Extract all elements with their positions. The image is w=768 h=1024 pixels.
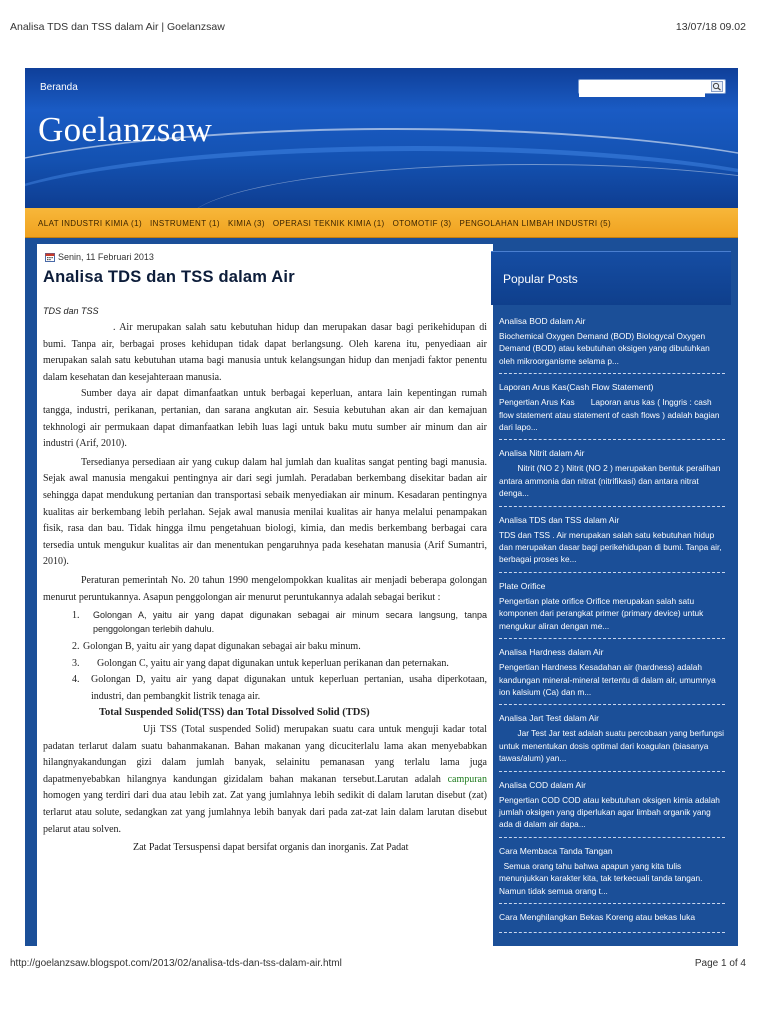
post-date-row <box>45 252 154 262</box>
print-date: 13/07/18 09.02 <box>675 21 746 33</box>
post-text: Uji TSS (Total suspended Solid) merupakan suatu cara untuk menguji kadar total padatan terlarut dalam suatu bahanmakanan. Bahan makanan yang dicuciterlalu lama akan menyebabkan hilangnyakandungan gizi dalam jumlah banyak, selainitu pemanasan yang terlalu lama juga dapatmenyebabkan hilangnya kandungan gizidalam bahan makanan tersebut.Larutan adalah <box>43 724 487 785</box>
popular-post-item <box>499 845 725 904</box>
list-item <box>43 656 487 673</box>
section-heading: Total Suspended Solid(TSS) dan Total Dissolved Solid (TDS) <box>99 707 370 719</box>
popular-post-item <box>499 381 725 440</box>
category-link[interactable]: ALAT INDUSTRI KIMIA (1) <box>38 218 143 228</box>
popular-post-title-link[interactable]: Analisa TDS dan TSS dalam Air <box>499 514 620 525</box>
post-text: homogen yang terdiri dari dua atau lebih zat. Zat yang jumlahnya lebih sedikit di dalam larutan disebut (zat) terlarut atau solute, sedangkan zat yang jumlahnya lebih banyak dari pada zat-zat lain dalam larutan disebut pelarut atau solven. <box>43 790 487 835</box>
popular-post-title-link[interactable]: Cara Menghilangkan Bekas Koreng atau bekas luka <box>499 911 696 922</box>
popular-post-title-link[interactable]: Analisa COD dalam Air <box>499 779 586 790</box>
category-link[interactable]: KIMIA (3) <box>227 218 265 228</box>
post-subtitle: TDS dan TSS <box>43 306 99 316</box>
site-title[interactable]: Goelanzsaw <box>38 110 213 149</box>
category-link[interactable]: INSTRUMENT (1) <box>150 218 220 228</box>
popular-post-snippet: Pengertian Hardness Kesadahan air (hardness) adalah kandungan mineral-mineral tertentu di dalam air, umumnya ion kalsium (Ca) dan m... <box>499 662 719 697</box>
list-item-number: 4. <box>72 674 80 686</box>
nav-home-link[interactable]: Beranda <box>40 82 78 93</box>
popular-post-snippet: Nitrit (NO 2 ) Nitrit (NO 2 ) merupakan bentuk peralihan antara ammonia dan nitrat (nitrifikasi) dan antara nitrat denga... <box>499 463 723 499</box>
list-item <box>43 639 487 656</box>
post-paragraph: . Air merupakan salah satu kebutuhan hidup dan merupakan dasar bagi perikehidupan di bumi. Tanpa air, berbagai proses kehidupan tidak dapat berlangsung. Oleh karena itu, penyediaan air merupakan salah satu kebutuhan utama bagi manusia untuk kelangsungan hidup dan menjadi faktor penentu dalam kesehatan dan kesejahteraan manusia. <box>43 322 487 383</box>
post-paragraph <box>43 722 487 838</box>
popular-post-item <box>499 447 725 506</box>
category-link[interactable]: OTOMOTIF (3) <box>392 218 452 228</box>
category-link[interactable]: OPERASI TEKNIK KIMIA (1) <box>272 218 385 228</box>
sidebar <box>491 251 731 922</box>
popular-post-title-link[interactable]: Laporan Arus Kas(Cash Flow Statement) <box>499 382 654 393</box>
popular-post-snippet: TDS dan TSS . Air merupakan salah satu kebutuhan hidup dan merupakan dasar bagi perikehidupan di bumi. Tanpa air, berbagai proses ke... <box>499 529 724 565</box>
print-page-title: Analisa TDS dan TSS dalam Air | Goelanzsaw <box>10 21 225 33</box>
popular-post-item <box>499 315 725 374</box>
popular-post-snippet: Jar Test Jar test adalah suatu percobaan yang berfungsi untuk menentukan dosis optimal dari koagulan (biasanya tawas/alum) yan... <box>499 728 727 764</box>
category-list <box>25 208 738 238</box>
list-item-number: 3. <box>72 657 80 669</box>
search-input[interactable] <box>579 84 705 97</box>
post-paragraph: Sumber daya air dapat dimanfaatkan untuk berbagai keperluan, antara lain kepentingan rumah tangga, industri, perikanan, pertanian, dan sarana angkutan air. Sesuia kebutuhan akan air dan kemajuan tekhnologi air permukaan dapat dimanfaatkan lebih luas lagi untuk baku mutu sumber air minum dan air industri (Arif, 2010). <box>43 388 487 450</box>
popular-post-item <box>499 712 725 771</box>
popular-post-title-link[interactable]: Analisa BOD dalam Air <box>499 316 586 326</box>
blog-page <box>25 68 738 946</box>
popular-post-snippet: Semua orang tahu bahwa apapun yang kita tulis menunjukkan karakter kita, tak terkecuali tanda tangan. Namun tidak semua orang t... <box>499 860 705 896</box>
popular-post-snippet: Pengertian Arus Kas Laporan arus kas ( Inggris : cash flow statement atau statement of cash flows ) adalah bagian dari lapo... <box>499 397 722 433</box>
search-box <box>578 79 726 94</box>
popular-post-title-link[interactable]: Analisa Hardness dalam Air <box>499 647 604 658</box>
print-url: http://goelanzsaw.blogspot.com/2013/02/analisa-tds-dan-tss-dalam-air.html <box>10 958 342 969</box>
popular-post-title-link[interactable]: Cara Membaca Tanda Tangan <box>499 845 613 856</box>
popular-post-snippet: Biochemical Oxygen Demand (BOD) Biologycal Oxygen Demand (BOD) atau kebutuhan oksigen yang dibutuhkan oleh mikroorganisme selama p... <box>499 331 713 366</box>
post-paragraph: Zat Padat Tersuspensi dapat bersifat organis dan inorganis. Zat Padat <box>133 842 409 854</box>
popular-post-item <box>499 514 725 573</box>
print-header <box>0 0 768 40</box>
print-page-number: Page 1 of 4 <box>694 958 746 969</box>
list-item-text: Golongan C, yaitu air yang dapat digunakan untuk keperluan perikanan dan peternakan. <box>97 657 449 669</box>
popular-posts-list <box>499 315 725 940</box>
search-icon[interactable] <box>711 81 723 92</box>
list-item-text: Golongan A, yaitu air yang dapat digunakan sebagai air minum secara langsung, tanpa penggolongan terlebih dahulu. <box>93 610 487 635</box>
list-item-text: Golongan B, yaitu air yang dapat digunakan sebagai air baku minum. <box>83 641 361 653</box>
sidebar-title: Popular Posts <box>503 272 578 286</box>
popular-post-item <box>499 580 725 639</box>
post-date: Senin, 11 Februari 2013 <box>58 252 154 262</box>
list-item <box>43 672 487 705</box>
popular-post-snippet: Pengertian plate orifice Orifice merupakan salah satu komponen dari perangkat primer (primary device) untuk mengukur aliran dengan me... <box>499 595 706 631</box>
popular-post-snippet: Pengertian COD COD atau kebutuhan oksigen kimia adalah jumlah oksigen yang diperlukan agar limbah organik yang ada di dalam air dapa... <box>499 794 723 830</box>
list-item <box>43 608 487 636</box>
post-title[interactable]: Analisa TDS dan TSS dalam Air <box>43 268 295 286</box>
post-paragraph: Peraturan pemerintah No. 20 tahun 1990 mengelompokkan kualitas air menjadi beberapa golongan menurut peruntukannya. Asapun penggolongan air menurut peruntukannya adalah sebagai berikut : <box>43 574 487 603</box>
popular-post-title-link[interactable]: Plate Orifice <box>499 580 546 591</box>
campuran-link[interactable]: campuran <box>447 773 487 785</box>
popular-post-item <box>499 646 725 705</box>
list-item-number: 1. <box>72 610 80 622</box>
blog-header <box>25 68 738 208</box>
list-item-text: Golongan D, yaitu air yang dapat digunakan untuk keperluan pertanian, usaha diperkotaan, industri, dan pembangkit listrik tenaga air. <box>91 674 487 702</box>
list-item-number: 2. <box>72 641 80 653</box>
category-bar <box>25 208 738 238</box>
calendar-icon <box>45 252 55 262</box>
popular-post-item <box>499 911 725 933</box>
post-content-column <box>37 244 493 946</box>
popular-post-item <box>499 779 725 838</box>
post-body <box>43 306 487 857</box>
category-link[interactable]: PENGOLAHAN LIMBAH INDUSTRI (5) <box>459 218 612 228</box>
popular-post-title-link[interactable]: Analisa Jart Test dalam Air <box>499 713 599 724</box>
post-paragraph: Tersedianya persediaan air yang cukup dalam hal jumlah dan kualitas sangat penting bagi manusia. Sejak awal manusia mengakui pentingnya air dari segi jumlah. Peradaban berkembang disekitar badan air sehingga dapat mendukung pertanian dan transportasi sebaik menyediakan air minum. Kesadaran pentingnya kualitas air berkembang lebih perlahan. Sejak awal manusia menilai kualitas air hanya melalui penampakan fisik, rasa dan bau. Tidak hingga ilmu pengetahuan biologi, kimia, dan medis berkembang berbagai cara tersedia untuk mengukur kualitas air dan menentukan pengaruhnya pada kesehatan manusia (Arif Sumantri, 2010). <box>43 456 487 568</box>
popular-post-title-link[interactable]: Analisa Nitrit dalam Air <box>499 448 585 459</box>
